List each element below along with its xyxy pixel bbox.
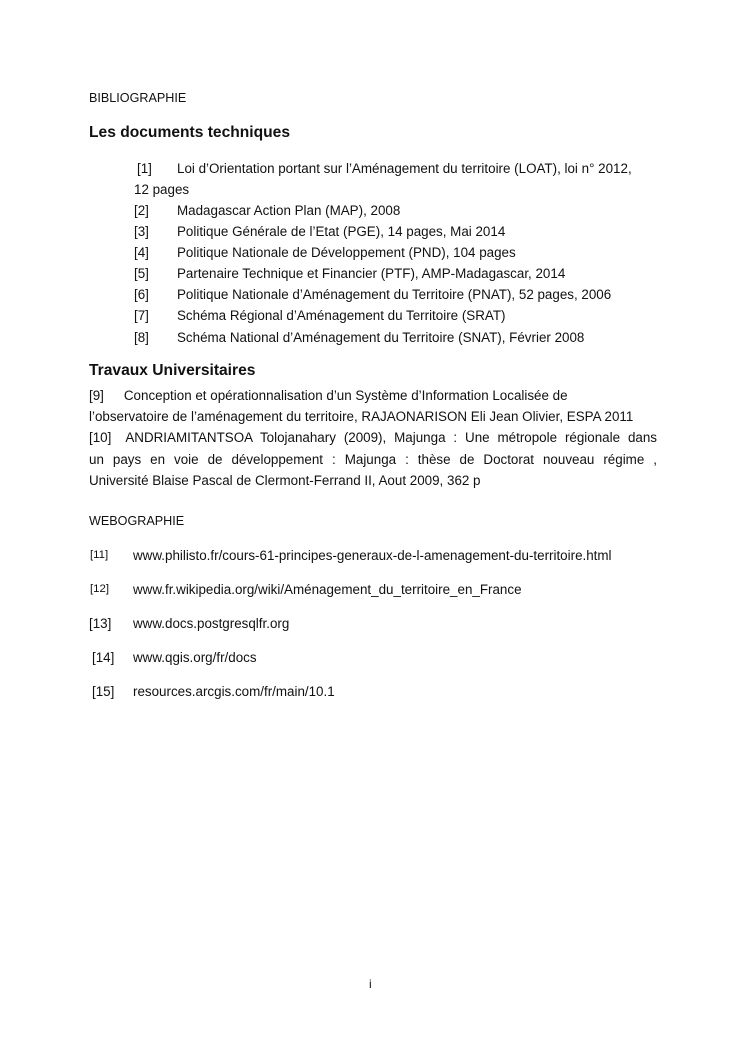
ref-number: [5]	[134, 266, 149, 281]
ref-url[interactable]: www.qgis.org/fr/docs	[133, 650, 257, 665]
ref-url[interactable]: resources.arcgis.com/fr/main/10.1	[133, 684, 335, 699]
ref-text: Politique Générale de l’Etat (PGE), 14 pages, Mai 2014	[177, 224, 506, 239]
page-number: i	[369, 977, 372, 991]
ref-number: [12]	[90, 583, 109, 595]
ref-text: Madagascar Action Plan (MAP), 2008	[177, 203, 401, 218]
ref-number: [2]	[134, 203, 149, 218]
ref-number: [3]	[134, 224, 149, 239]
ref-number: [1]	[137, 161, 152, 176]
ref-number: [9]	[89, 388, 104, 403]
ref-number: [14]	[92, 650, 115, 665]
ref-text: Schéma Régional d’Aménagement du Territoire (SRAT)	[177, 308, 506, 323]
ref-9-line-2: l’observatoire de l’aménagement du territoire, RAJAONARISON Eli Jean Olivier, ESPA 2011	[89, 409, 634, 425]
section-title-university: Travaux Universitaires	[89, 362, 256, 379]
ref-number: [7]	[134, 308, 149, 323]
webography-heading: WEBOGRAPHIE	[89, 514, 185, 528]
bibliography-heading: BIBLIOGRAPHIE	[89, 91, 187, 105]
ref-text: Politique Nationale de Développement (PND), 104 pages	[177, 245, 516, 260]
ref-10-line-1	[89, 427, 657, 448]
ref-number: [4]	[134, 245, 149, 260]
university-references	[89, 385, 657, 491]
ref-number: [13]	[89, 616, 112, 631]
ref-number: [10]	[89, 430, 112, 446]
ref-text: Loi d’Orientation portant sur l’Aménagement du territoire (LOAT), loi n° 2012,	[177, 161, 632, 176]
ref-text-continuation: 12 pages	[134, 182, 190, 197]
ref-10-line-2: un pays en voie de développement : Majunga : thèse de Doctorat nouveau régime ,	[89, 451, 657, 467]
ref-text: Schéma National d’Aménagement du Territoire (SNAT), Février 2008	[177, 330, 585, 345]
ref-url[interactable]: www.docs.postgresqlfr.org	[133, 616, 290, 631]
ref-text: Conception et opérationnalisation d’un Système d’Information Localisée de	[123, 388, 568, 403]
ref-url[interactable]: www.philisto.fr/cours-61-principes-generaux-de-l-amenagement-du-territoire.html	[133, 548, 612, 563]
section-title-technical: Les documents techniques	[89, 124, 291, 141]
ref-url[interactable]: www.fr.wikipedia.org/wiki/Aménagement_du_territoire_en_France	[133, 582, 522, 597]
ref-number: [8]	[134, 330, 149, 345]
ref-number: [11]	[90, 549, 109, 561]
ref-text: Partenaire Technique et Financier (PTF), AMP-Madagascar, 2014	[177, 266, 566, 281]
ref-10-line-3: Université Blaise Pascal de Clermont-Ferrand II, Aout 2009, 362 p	[89, 472, 481, 488]
ref-number: [15]	[92, 684, 115, 699]
ref-number: [6]	[134, 287, 149, 302]
ref-9-line-1	[89, 385, 657, 406]
ref-text: ANDRIAMITANTSOA Tolojanahary (2009), Majunga : Une métropole régionale dans	[125, 430, 657, 446]
ref-text: Politique Nationale d’Aménagement du Territoire (PNAT), 52 pages, 2006	[177, 287, 612, 302]
